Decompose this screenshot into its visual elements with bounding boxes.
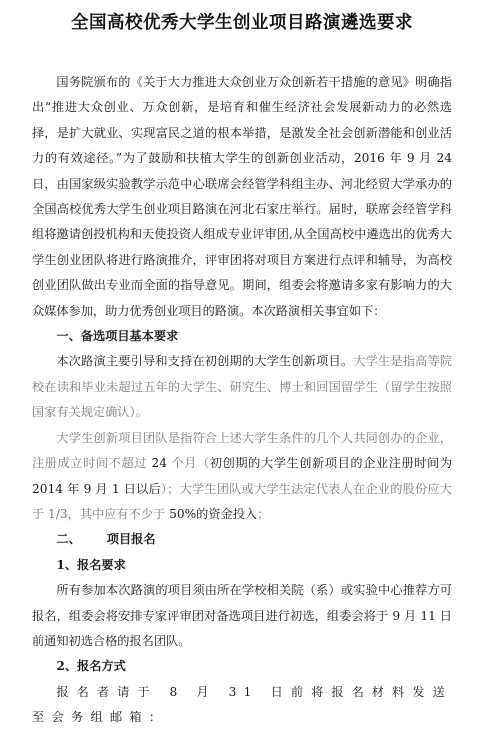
section1-p2-gray-d: ；	[257, 506, 270, 521]
section2-sub1-paragraph: 所有参加本次路演的项目须由所在学校相关院（系）或实验中心推荐方可报名，组委会将安排专家评审团对备选项目进行初选，组委会将于 9 月 11 日前通知初选合格的报名团队。	[32, 583, 452, 648]
intro-paragraph: 国务院颁布的《关于大力推进大众创业万众创新若干措施的意见》明确指出“推进大众创业、万众创新，是培育和催生经济社会发展新动力的必然选择，是扩大就业、实现富民之道的根本举措，是激发全社会创新潜能和创业活力的有效途径。”为了鼓励和扶植大学生的创新创业活动，2016 年 9 月 24 日，由国家级实验教学示范中心联席会经管学科组主办、河北经贸大学承办的全国高校优秀大学生创业项目路演在河北石家庄举行。届时，联席会经管学科组将邀请创投机构和天使投资人组成专业评审团,从全国高校中遴选出的优秀大学生创业团队将进行路演推介，评审团将对项目方案进行点评和辅导，为高校创业团队做出专业而全面的指导意见。期间，组委会将邀请多家有影响力的大众媒体参加，助力优秀创业项目的路演。本次路演相关事宜如下：	[32, 75, 452, 318]
section1-p2-funding: 50%的资金投入	[169, 506, 258, 521]
section2-sub2-paragraph: 报名者请于 8 月 31 日前将报名材料发送至会务组邮箱：	[32, 684, 452, 725]
section1-p2-gray-b: 个月（	[171, 456, 210, 471]
section1-heading: 一、备选项目基本要求	[56, 329, 179, 344]
document-title: 全国高校优秀大学生创业项目路演遴选要求	[71, 13, 413, 33]
section1-p1-gray-text: 大学生是指高等院校在读和毕业未超过五年的大学生、研究生、博士和回国留学生（留学生按照国家有关规定确认）。	[32, 354, 453, 420]
section2-heading-number: 二、	[56, 532, 81, 547]
section2-heading	[32, 527, 452, 552]
section1-p2-gray-c: ）；大学生团队或大学生法定代表人在企业的股份应大于 1/3，其中应有不少于	[32, 481, 452, 521]
section2-sub2-heading: 2、报名方式	[56, 659, 126, 674]
section1-paragraph-1	[32, 349, 452, 425]
section1-p2-gray-a: 大学生创新项目团队是指符合上述大学生条件的几个人共同创办的企业，注册成立时间不超过	[32, 430, 452, 471]
section2-sub1-heading: 1、报名要求	[56, 557, 126, 572]
section2-heading-text: 项目报名	[106, 532, 156, 547]
section1-p2-date-note: 初创期的大学生创新项目的企业注册时间为 2014 年 9 月 1 日以后	[32, 456, 453, 496]
section1-p2-number: 24	[147, 456, 172, 471]
section1-paragraph-2	[32, 426, 452, 528]
section1-p1-text: 本次路演主要引导和支持在初创期的大学生创新项目。	[56, 354, 354, 369]
